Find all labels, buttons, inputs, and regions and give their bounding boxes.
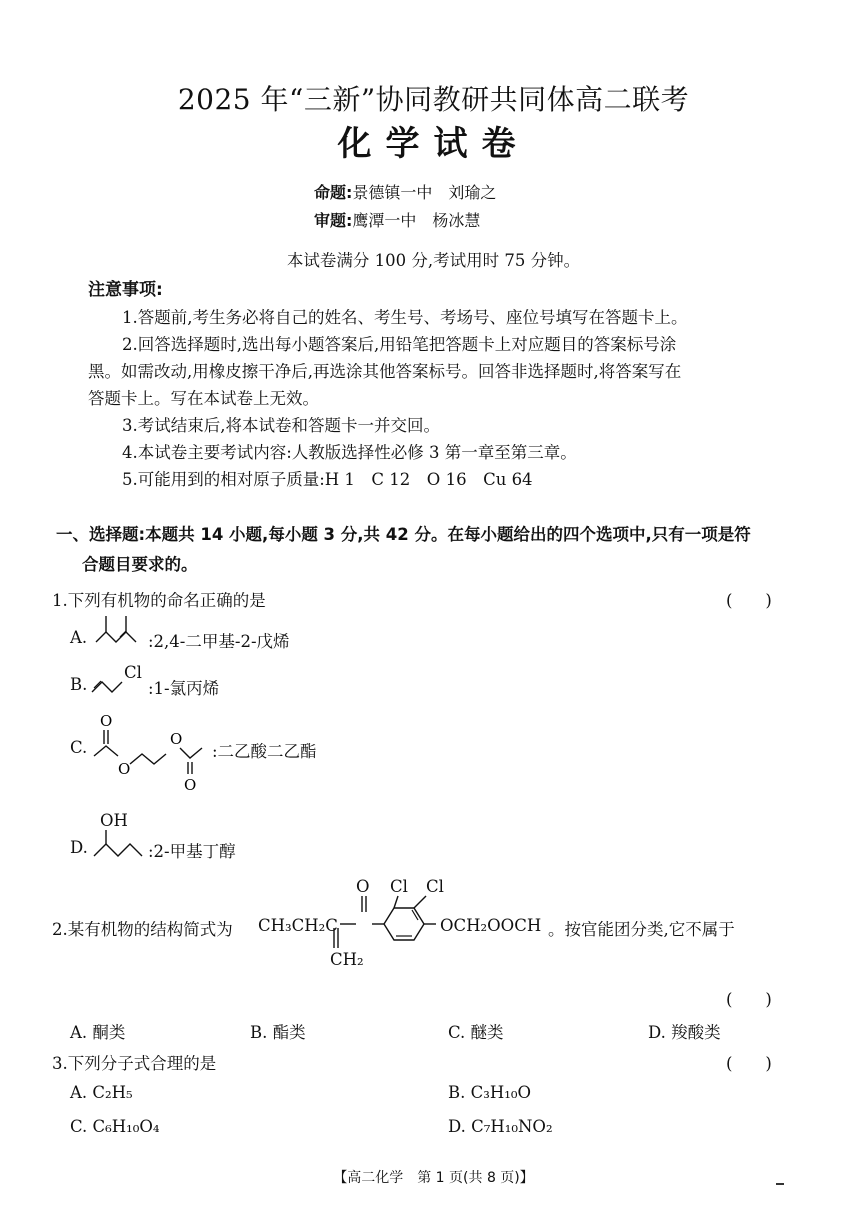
notice-item: 2.回答选择题时,选出每小题答案后,用铅笔把答题卡上对应题目的答案标号涂 [122,335,677,354]
atom-label: Cl [390,877,408,896]
atom-label: Cl [124,663,142,682]
option-label: B. [70,675,88,694]
option-text: :二乙酸二乙酯 [212,742,317,761]
answer-paren: ( ) [726,1054,772,1073]
notice-item: 答题卡上。写在本试卷上无效。 [88,389,319,408]
reviewer-label: 审题: [314,211,353,230]
author-label: 命题: [314,183,353,202]
author-line [314,180,496,203]
atom-o: O [100,712,113,730]
option-b: B. C₃H₁₀O [448,1083,531,1102]
exam-title: 2025 年“三新”协同教研共同体高二联考 [177,83,690,116]
page-footer: 【高二化学 第 1 页(共 8 页)】 [333,1170,534,1186]
option-b: B. 酯类 [250,1023,306,1042]
option-label: C. [70,738,88,757]
structure-c-skeletal [90,712,220,792]
formula-part: CH₃CH₂C [258,916,338,935]
structure-d-skeletal [92,826,154,862]
option-d: D. 羧酸类 [648,1023,721,1042]
subject-title: 化学试卷 [337,124,530,164]
option-text: :2-甲基丁醇 [148,842,236,861]
atom-o: O [118,760,131,778]
option-a: A. 酮类 [70,1023,126,1042]
answer-paren: ( ) [726,591,772,610]
question-2-stem: 2.某有机物的结构简式为 [52,920,233,939]
author-value: 景德镇一中 刘瑜之 [352,183,497,202]
option-text: :2,4-二甲基-2-戊烯 [148,632,290,651]
question-2-stem-suffix: 。按官能团分类,它不属于 [548,920,735,939]
page-mark [776,1183,784,1185]
atom-label: CH₂ [330,950,364,969]
section-heading: 一、选择题:本题共 14 小题,每小题 3 分,共 42 分。在每小题给出的四个选项中,只有一项是符 [56,525,751,544]
notice-item: 1.答题前,考生务必将自己的姓名、考生号、考场号、座位号填写在答题卡上。 [122,308,688,327]
notice-item: 3.考试结束后,将本试卷和答题卡一并交回。 [122,416,440,435]
option-c: C. 醚类 [448,1023,504,1042]
atom-label: OH [100,811,128,830]
atom-o: O [184,776,197,794]
notice-item: 4.本试卷主要考试内容:人教版选择性必修 3 第一章至第三章。 [122,443,577,462]
atom-label: Cl [426,877,444,896]
notice-item: 5.可能用到的相对原子质量:H 1 C 12 O 16 Cu 64 [122,470,533,489]
score-info: 本试卷满分 100 分,考试用时 75 分钟。 [286,251,581,270]
option-c: C. C₆H₁₀O₄ [70,1117,160,1136]
option-d: D. C₇H₁₀NO₂ [448,1117,553,1136]
structure-a-skeletal [92,612,152,648]
answer-paren: ( ) [726,990,772,1009]
reviewer-value: 鹰潭一中 杨冰慧 [352,211,481,230]
atom-label: O [356,877,370,896]
atom-o: O [170,730,183,748]
option-label: D. [70,838,88,857]
option-label: A. [70,628,88,647]
formula-part: OCH₂OOCH [440,916,542,935]
section-heading-cont: 合题目要求的。 [82,555,198,574]
option-a: A. C₂H₅ [70,1083,133,1102]
reviewer-line [314,208,480,231]
option-text: :1-氯丙烯 [148,679,220,698]
notice-item: 黑。如需改动,用橡皮擦干净后,再选涂其他答案标号。回答非选择题时,将答案写在 [88,362,682,381]
question-3-stem: 3.下列分子式合理的是 [52,1054,217,1073]
question-1-stem: 1.下列有机物的命名正确的是 [52,591,266,610]
notice-title: 注意事项: [88,280,163,300]
